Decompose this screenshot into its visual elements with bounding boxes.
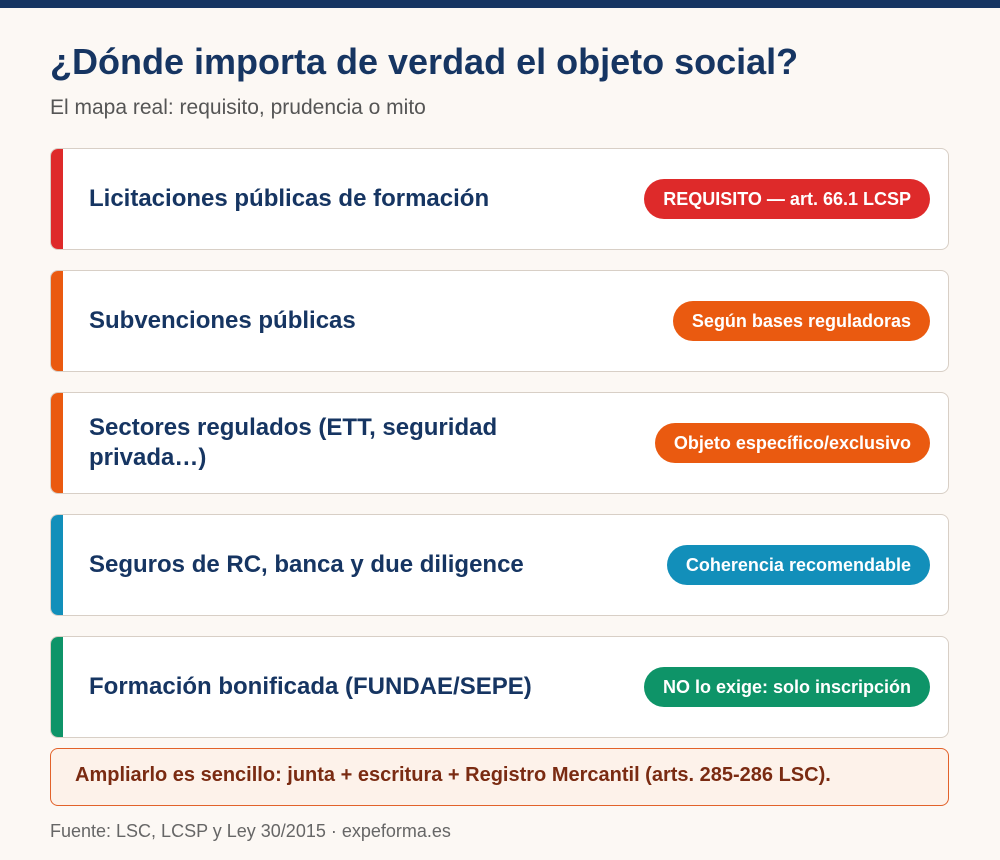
card-badge: Coherencia recomendable: [667, 545, 930, 585]
card-stripe: [51, 393, 63, 493]
card-stripe: [51, 271, 63, 371]
card-label: Seguros de RC, banca y due diligence: [89, 551, 524, 578]
card-subvenciones: [50, 270, 949, 372]
page-subtitle: El mapa real: requisito, prudencia o mito: [50, 96, 426, 119]
page-title: ¿Dónde importa de verdad el objeto social?: [50, 41, 799, 82]
card-formacion-bonificada: [50, 636, 949, 738]
card-stripe: [51, 149, 63, 249]
card-label: Licitaciones públicas de formación: [89, 185, 490, 212]
card-stripe: [51, 515, 63, 615]
note-text: Ampliarlo es sencillo: junta + escritura + Registro Mercantil (arts. 285-286 LSC).: [75, 764, 831, 786]
card-stripe: [51, 637, 63, 737]
top-accent-bar: [0, 0, 1000, 8]
card-badge: REQUISITO — art. 66.1 LCSP: [644, 179, 930, 219]
card-label: Subvenciones públicas: [89, 307, 356, 334]
card-sectores-regulados: [50, 392, 949, 494]
card-badge: Objeto específico/exclusivo: [655, 423, 930, 463]
card-seguros: [50, 514, 949, 616]
card-badge: Según bases reguladoras: [673, 301, 930, 341]
card-licitaciones: [50, 148, 949, 250]
note-box: [50, 748, 949, 806]
card-badge: NO lo exige: solo inscripción: [644, 667, 930, 707]
footer-source: Fuente: LSC, LCSP y Ley 30/2015 · expeforma.es: [50, 821, 451, 841]
card-label: Sectores regulados (ETT, seguridad privada…): [89, 414, 498, 471]
card-label: Formación bonificada (FUNDAE/SEPE): [89, 673, 532, 700]
